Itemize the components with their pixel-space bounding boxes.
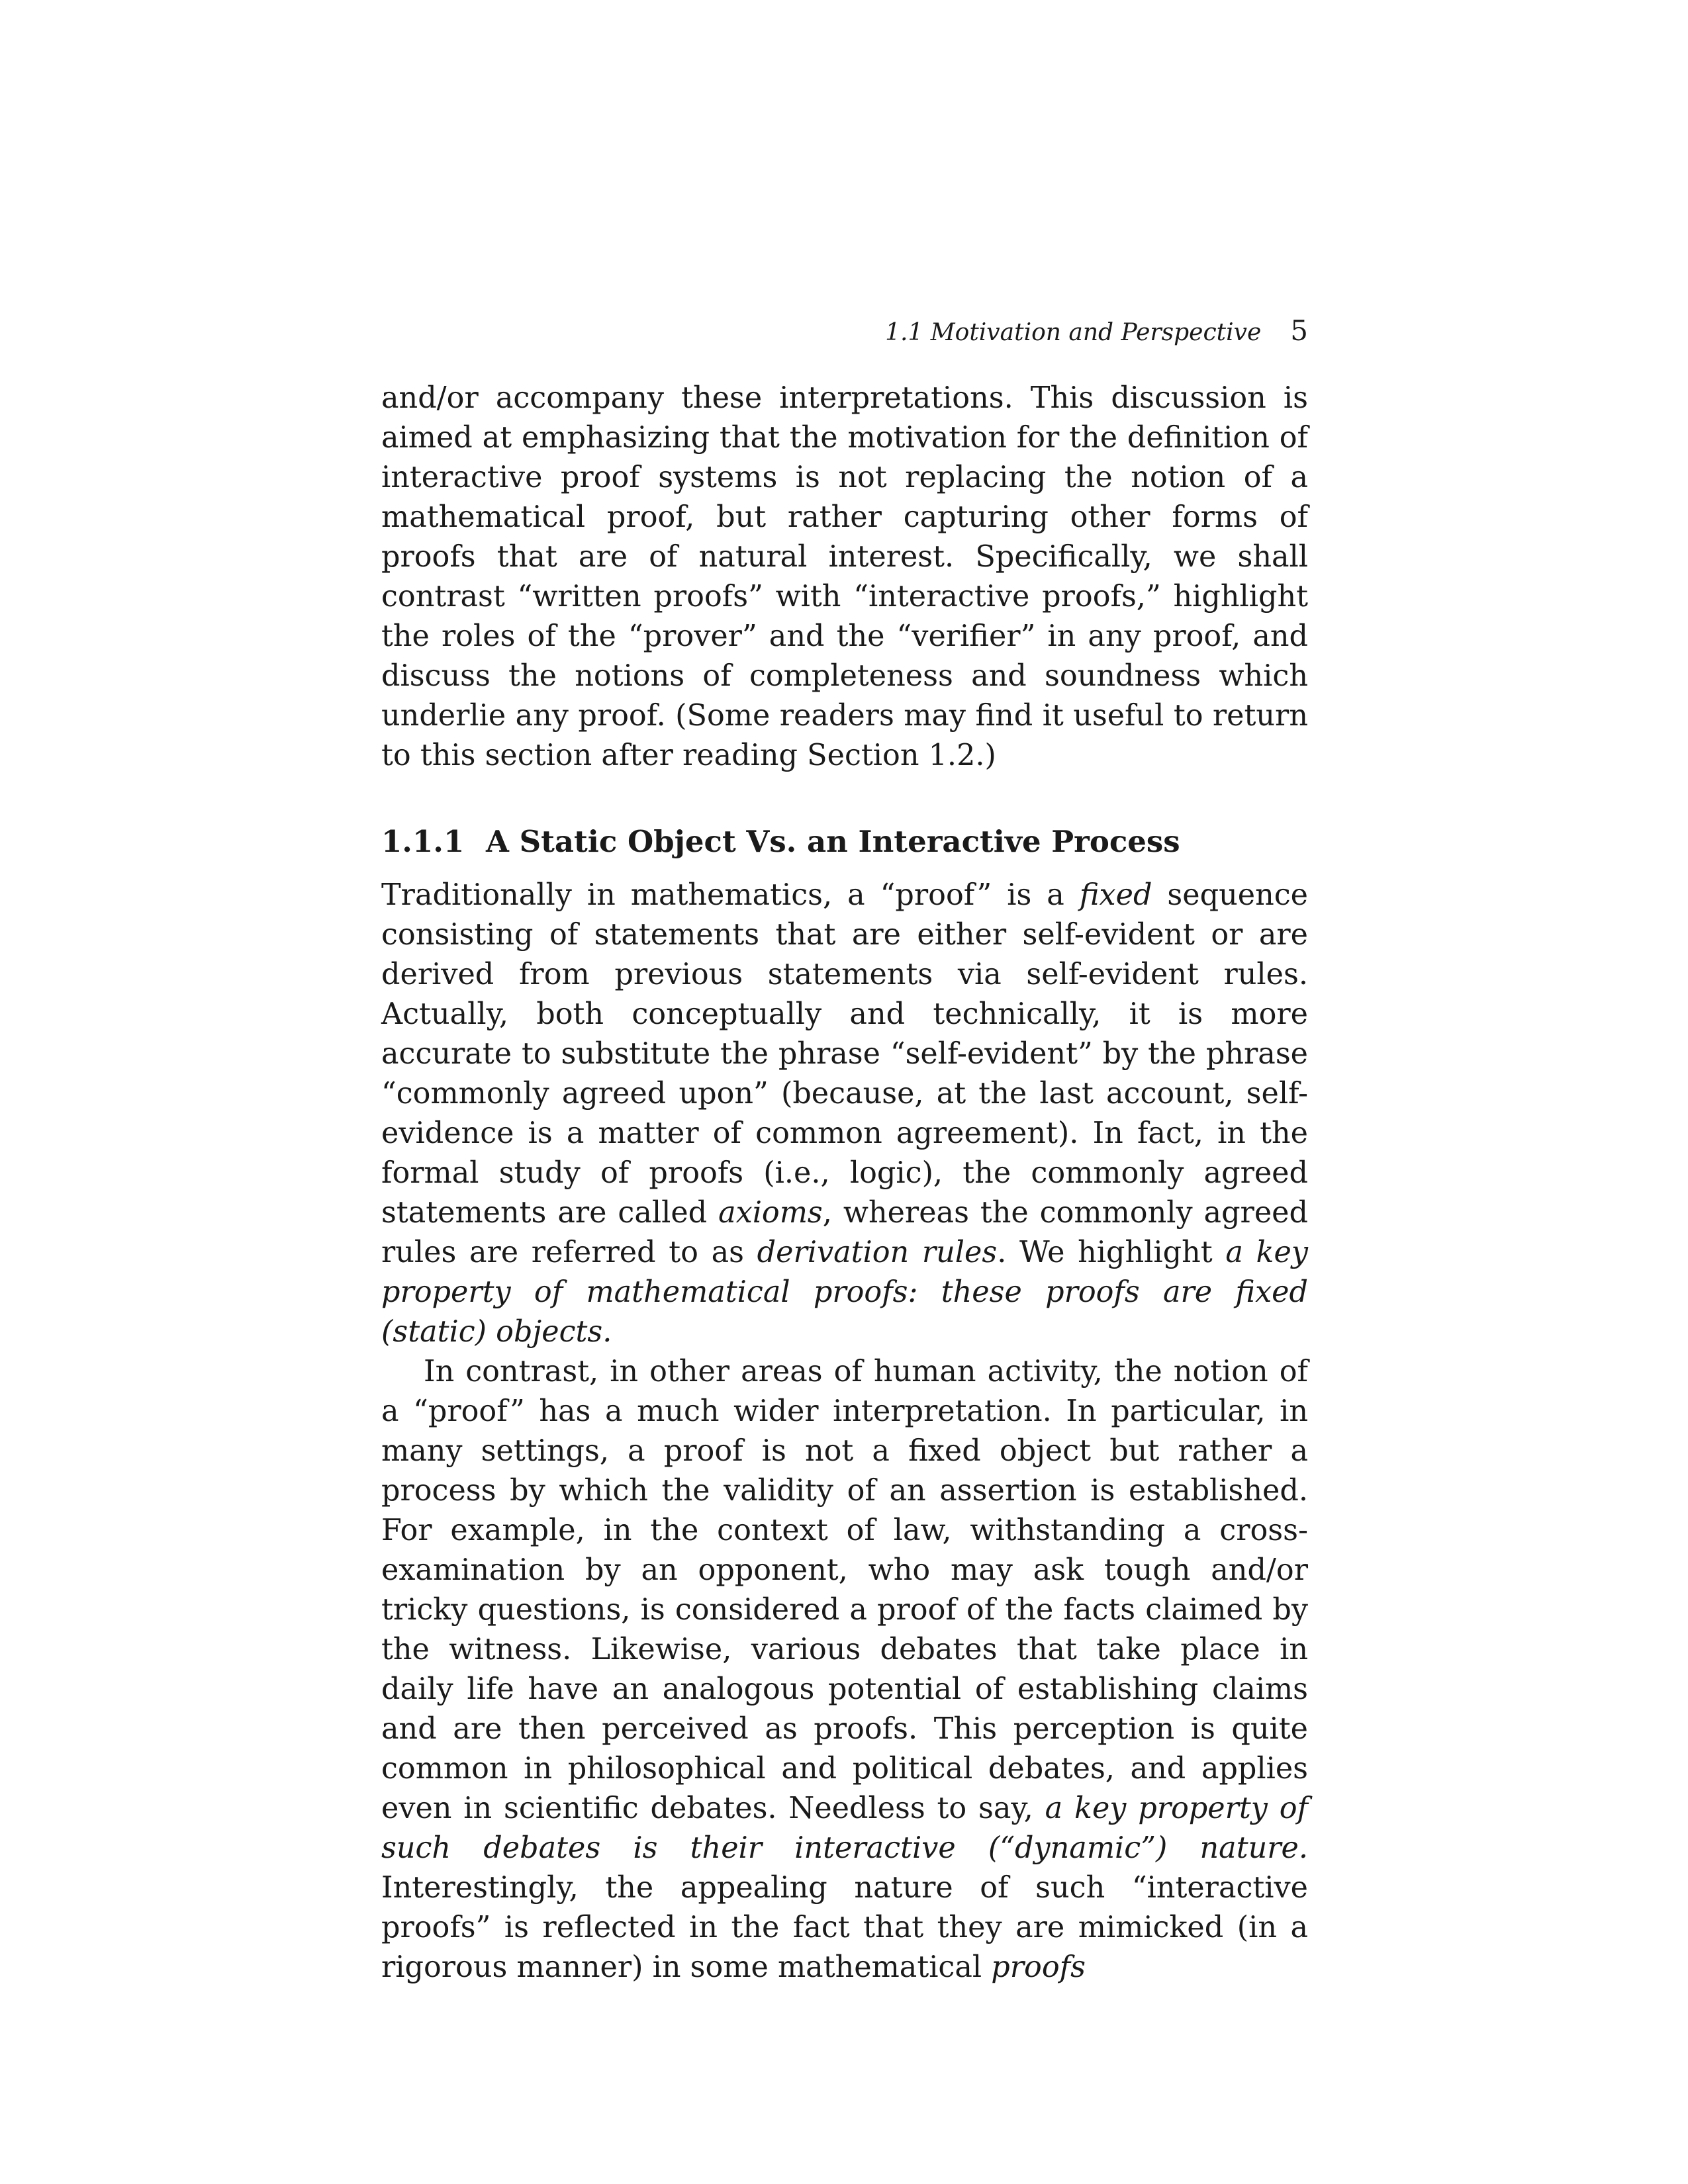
emphasis-axioms: axioms <box>718 1196 823 1230</box>
text-run: Interestingly, the appealing nature of such “interactive proofs” is reflected in the fact that they are mimicked (in a rigorous manner) in some mathematical <box>381 1871 1308 1984</box>
text-run: , whereas the commonly agreed rules are referred to as <box>381 1196 1308 1269</box>
text-run: In contrast, in other areas of human activity, the notion of a “proof” has a much wider interpretation. In particular, in many settings, a proof is not a fixed object but rather a process by which the validity of an assertion is established. For example, in the context of law, withstanding a cross-examination by an opponent, who may ask tough and/or tricky questions, is considered a proof of the facts claimed by the witness. Likewise, various debates that take place in daily life have an analogous potential of establishing claims and are then perceived as proofs. This perception is quite common in philosophical and political debates, and applies even in scientific debates. Needless to say, <box>381 1355 1308 1825</box>
section-heading <box>381 822 1308 862</box>
emphasis-fixed: fixed <box>1079 878 1152 912</box>
section-title: A Static Object Vs. an Interactive Process <box>486 824 1180 859</box>
paragraph-continuation: and/or accompany these interpretations. This discussion is aimed at emphasizing that the motivation for the definition of interactive proof systems is not replacing the notion of a mathematical proof, but rather capturing other forms of proofs that are of natural interest. Specifically, we shall contrast “written proofs” with “interactive proofs,” highlight the roles of the “prover” and the “verifier” in any proof, and discuss the notions of completeness and soundness which underlie any proof. (Some readers may find it useful to return to this section after reading Section 1.2.) <box>381 381 1308 772</box>
running-head <box>381 311 1308 351</box>
emphasis-proofs: proofs <box>991 1950 1086 1984</box>
emphasis-key-property-static: a key property of mathematical proofs: these proofs are fixed (static) objects. <box>381 1236 1308 1349</box>
emphasis-key-property-interactive: a key property of such debates is their interactive (“dynamic”) nature. <box>381 1792 1308 1865</box>
page-number: 5 <box>1290 314 1308 347</box>
body-text <box>381 379 1308 1987</box>
text-run: . We highlight <box>997 1236 1226 1269</box>
section-number: 1.1.1 <box>381 824 465 859</box>
emphasis-derivation-rules: derivation rules <box>757 1236 998 1269</box>
paragraph-interactive-proofs <box>381 1352 1308 1987</box>
paragraph-static-proofs <box>381 876 1308 1352</box>
running-head-section-title: 1.1 Motivation and Perspective <box>885 319 1262 346</box>
text-run: Traditionally in mathematics, a “proof” is a <box>381 878 1080 912</box>
text-run: sequence consisting of statements that are either self-evident or are derived from previous statements via self-evident rules. Actually, both conceptually and technically, it is more accurate to substitute the phrase “self-evident” by the phrase “commonly agreed upon” (because, at the last account, self-evidence is a matter of common agreement). In fact, in the formal study of proofs (i.e., logic), the commonly agreed statements are called <box>381 878 1309 1230</box>
